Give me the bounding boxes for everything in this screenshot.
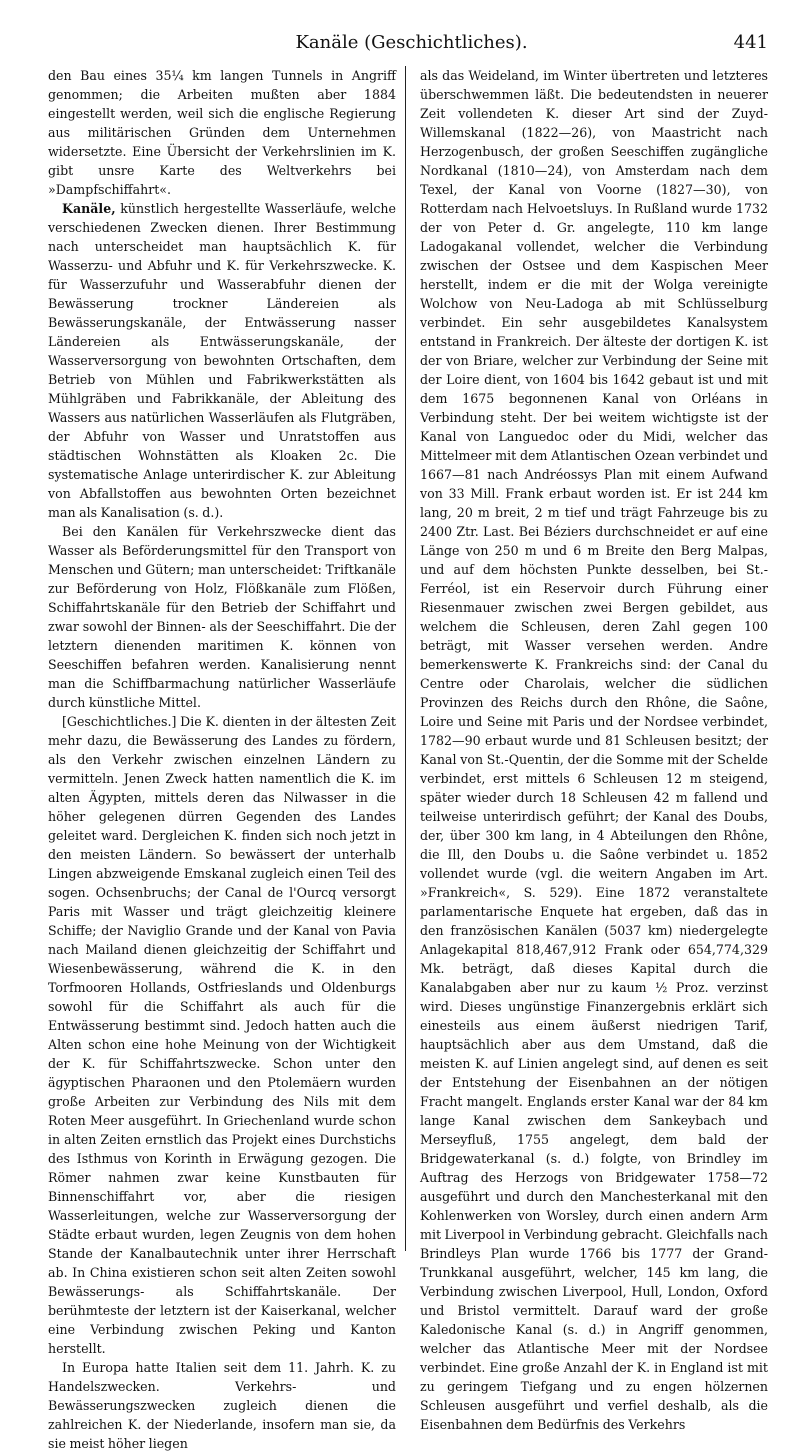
page-number: 441 <box>733 32 768 53</box>
section-text: Die K. dienten in der ältesten Zeit mehr dazu, die Bewässerung des Landes zu fördern, als den Verkehr zwischen einzelnen Ländern zu vermitteln. Jenen Zweck hatten namentlich die K. im alten Ägypten, mittels deren das Nilwasser in die höher gelegenen dürren Gegenden des Landes geleitet ward. Dergleichen K. finden sich noch jetzt in den meisten Ländern. So bewässert der unterhalb Lingen abzweigende Emskanal zugleich einen Teil des sogen. Ochsenbruchs; der Canal de l'Ourcq versorgt Paris mit Wasser und trägt gleichzeitig kleinere Schiffe; der Naviglio Grande und der Kanal von Pavia nach Mailand dienen gleichzeitig der Schiffahrt und Wiesenbewässerung, während die K. in den Torfmooren Hollands, Ostfrieslands und Oldenburgs sowohl für die Schiffahrt als auch für die Entwässerung bestimmt sind. Jedoch hatten auch die Alten schon eine hohe Meinung von der Wichtigkeit der K. für Schiffahrtszwecke. Schon unter den ägyptischen Pharaonen und den Ptolemäern wurden große Arbeiten zur Verbindung des Nils mit dem Roten Meer ausgeführt. In Griechenland wurde schon in alten Zeiten ernstlich das Projekt eines Durchstichs des Isthmus von Korinth in Erwägung gezogen. Die Römer nahmen zwar keine Kunstbauten für Binnenschiffahrt vor, aber die riesigen Wasserleitungen, welche zur Wasserversorgung der Städte erbaut wurden, legen Zeugnis von dem hohen Stande der Kanalbautechnik unter ihrer Herrschaft ab. In China existieren schon seit alten Zeiten sowohl Bewässerungs- als Schiffahrtskanäle. Der berühmteste der letztern ist der Kaiserkanal, welcher eine Verbindung zwischen Peking und Kanton herstellt. <box>48 714 396 1356</box>
section-label: [Geschichtliches.] <box>62 714 177 729</box>
paragraph-niederlande-frankreich-england: als das Weideland, im Winter übertreten und letzteres überschwemmen läßt. Die bedeutendsten in neuerer Zeit vollendeten K. dieser Art sind der Zuyd-Willemskanal (1822—26), von Maastricht nach Herzogenbusch, der großen Seeschiffen zugängliche Nordkanal (1810—24), von Amsterdam nach dem Texel, der Kanal von Voorne (1827—30), von Rotterdam nach Helvoetsluys. In Rußland wurde 1732 der von Peter d. Gr. angelegte, 110 km lange Ladogakanal vollendet, welcher die Verbindung zwischen der Ostsee und dem Kaspischen Meer herstellt, indem er die mit der Wolga vereinigte Wolchow von Neu-Ladoga ab mit Schlüsselburg verbindet. Ein sehr ausgebildetes Kanalsystem entstand in Frankreich. Der älteste der dortigen K. ist der von Briare, welcher zur Verbindung der Seine mit der Loire dient, von 1604 bis 1642 gebaut ist und mit dem 1675 begonnenen Kanal von Orléans in Verbindung steht. Der bei weitem wichtigste ist der Kanal von Languedoc oder du Midi, welcher das Mittelmeer mit dem Atlantischen Ozean verbindet und 1667—81 nach Andréossys Plan mit einem Aufwand von 33 Mill. Frank erbaut worden ist. Er ist 244 km lang, 20 m breit, 2 m tief und trägt Fahrzeuge bis zu 2400 Ztr. Last. Bei Béziers durchschneidet er auf eine Länge von 250 m und 6 m Breite den Berg Malpas, und auf dem höchsten Punkte desselben, bei St.-Ferréol, ist ein Reservoir durch Führung einer Riesenmauer zwischen zwei Bergen gebildet, aus welchem die Schleusen, deren Zahl gegen 100 beträgt, mit Wasser versehen werden. Andre bemerkenswerte K. Frankreichs sind: der Canal du Centre oder Charolais, welcher die südlichen Provinzen des Reichs durch den Rhône, die Saône, Loire und Seine mit Paris und der Nordsee verbindet, 1782—90 erbaut wurde und 81 Schleusen besitzt; der Kanal von St.-Quentin, der die Somme mit der Schelde verbindet, erst mittels 6 Schleusen 12 m steigend, später wieder durch 18 Schleusen 42 m fallend und teilweise unterirdisch geführt; der Kanal des Doubs, der, über 300 km lang, in 4 Abteilungen den Rhône, die Ill, den Doubs u. die Saône verbindet u. 1852 vollendet wurde (vgl. die weitern Angaben im Art. »Frankreich«, S. 529). Eine 1872 veranstaltete parlamentarische Enquete hat ergeben, daß das in den französischen Kanälen (5037 km) niedergelegte Anlagekapital 818,467,912 Frank oder 654,774,329 Mk. beträgt, daß dieses Kapital durch die Kanalabgaben aber nur zu kaum ½ Proz. verzinst wird. Dieses ungünstige Finanzergebnis erklärt sich einesteils aus einem äußerst niedrigen Tarif, hauptsächlich aber aus dem Umstand, daß die meisten K. auf Linien angelegt sind, auf denen es seit der Entstehung der Eisenbahnen an der nötigen Fracht mangelt. Englands erster Kanal war der 84 km lange Kanal zwischen dem Sankeybach und Merseyfluß, 1755 angelegt, dem bald der Bridgewaterkanal (s. d.) folgte, von Brindley im Auftrag des Herzogs von Bridgewater 1758—72 ausgeführt und durch den Manchesterkanal mit den Kohlenwerken von Worsley, durch einen andern Arm mit Liverpool in Verbindung gebracht. Gleichfalls nach Brindleys Plan wurde 1766 bis 1777 der Grand-Trunkkanal ausgeführt, welcher, 145 km lang, die Verbindung zwischen Liverpool, Hull, London, Oxford und Bristol vermittelt. Darauf ward der große Kaledonische Kanal (s. d.) in Angriff genommen, welcher das Atlantische Meer mit der Nordsee verbindet. Eine große Anzahl der K. in England ist mit zu geringem Tiefgang und zu engen hölzernen Schleusen ausgeführt und verfiel deshalb, als die Eisenbahnen dem Bedürfnis des Verkehrs <box>420 68 768 1432</box>
paragraph-tunnel-continuation: den Bau eines 35¼ km langen Tunnels in Angriff genommen; die Arbeiten mußten aber 1884 eingestellt werden, weil sich die englische Regierung aus militärischen Gründen dem Unternehmen widersetzte. Eine Übersicht der Verkehrslinien im K. gibt unsre Karte des Weltverkehrs bei »Dampfschiffahrt«. <box>48 68 396 197</box>
paragraph-verkehrszwecke: Bei den Kanälen für Verkehrszwecke dient das Wasser als Beförderungsmittel für den Transport von Menschen und Gütern; man unterscheidet: Triftkanäle zur Beförderung von Holz, Flößkanäle zum Flößen, Schiffahrtskanäle für den Betrieb der Schiffahrt und zwar sowohl der Binnen- als der Seeschiffahrt. Die der letztern dienenden maritimen K. können von Seeschiffen befahren werden. Kanalisierung nennt man die Schiffbarmachung natürlicher Wasserläufe durch künstliche Mittel. <box>48 524 396 710</box>
right-column <box>420 66 768 1434</box>
running-title: Kanäle (Geschichtliches). <box>295 32 528 53</box>
paragraph-kanaele-definition <box>48 199 396 522</box>
page-header <box>55 30 768 58</box>
left-column <box>48 66 396 1453</box>
column-divider <box>405 66 406 1251</box>
paragraph-geschichtliches <box>48 712 396 1358</box>
entry-text: künstlich hergestellte Wasserläufe, welche verschiedenen Zwecken dienen. Ihrer Bestimmung nach unterscheidet man hauptsächlich K. für Wasserzu- und Abfuhr und K. für Verkehrszwecke. K. für Wasserzufuhr und Wasserabfuhr dienen der Bewässerung trockner Ländereien als Bewässerungskanäle, der Entwässerung nasser Ländereien als Entwässerungskanäle, der Wasserversorgung von bewohnten Ortschaften, dem Betrieb von Mühlen und Fabrikwerkstätten als Mühlgräben und Fabrikkanäle, der Ableitung des Wassers aus natürlichen Wasserläufen als Flutgräben, der Abfuhr von Wasser und Unratstoffen aus städtischen Wohnstätten als Kloaken 2c. Die systematische Anlage unterirdischer K. zur Ableitung von Abfallstoffen aus bewohnten Orten bezeichnet man als Kanalisation (s. d.). <box>48 201 396 520</box>
paragraph-europa: In Europa hatte Italien seit dem 11. Jahrh. K. zu Handelszwecken. Verkehrs- und Bewässerungszwecken zugleich dienen die zahlreichen K. der Niederlande, insofern man sie, da sie meist höher liegen <box>48 1360 396 1451</box>
entry-headword: Kanäle, <box>62 201 116 216</box>
